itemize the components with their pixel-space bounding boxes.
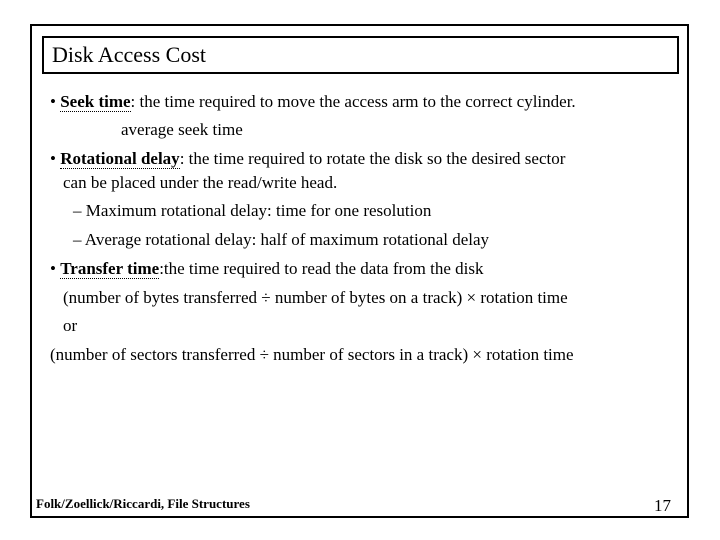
transfer-or: or [63, 316, 78, 335]
transfer-formula-bytes: (number of bytes transferred ÷ number of bytes on a track) × rotation time [63, 288, 568, 307]
page-number: 17 [654, 496, 671, 515]
bullet-rotational-delay [50, 149, 565, 169]
term-rotational-delay: Rotational delay [60, 149, 180, 168]
max-rotational-delay: – Maximum rotational delay: time for one resolution [73, 201, 432, 220]
bullet-marker: • [50, 259, 56, 278]
avg-rotational-delay: – Average rotational delay: half of maximum rotational delay [73, 230, 490, 249]
footer-source: Folk/Zoellick/Riccardi, File Structures [36, 496, 250, 511]
bullet-transfer-time [50, 259, 484, 279]
bullet-marker: • [50, 92, 56, 111]
term-seek-time: Seek time [60, 92, 131, 111]
rotational-delay-definition: : the time required to rotate the disk so the desired sector [179, 149, 566, 168]
transfer-formula-sectors: (number of sectors transferred ÷ number of sectors in a track) × rotation time [50, 345, 574, 364]
rotational-delay-continuation: can be placed under the read/write head. [63, 173, 338, 192]
bullet-seek-time [50, 92, 576, 112]
slide-title: Disk Access Cost [52, 42, 206, 67]
title-box [42, 36, 679, 74]
seek-time-definition: : the time required to move the access arm to the correct cylinder. [130, 92, 576, 111]
transfer-time-definition: :the time required to read the data from the disk [159, 259, 484, 278]
term-transfer-time: Transfer time [60, 259, 160, 278]
bullet-marker: • [50, 149, 56, 168]
seek-time-sub: average seek time [121, 120, 243, 139]
